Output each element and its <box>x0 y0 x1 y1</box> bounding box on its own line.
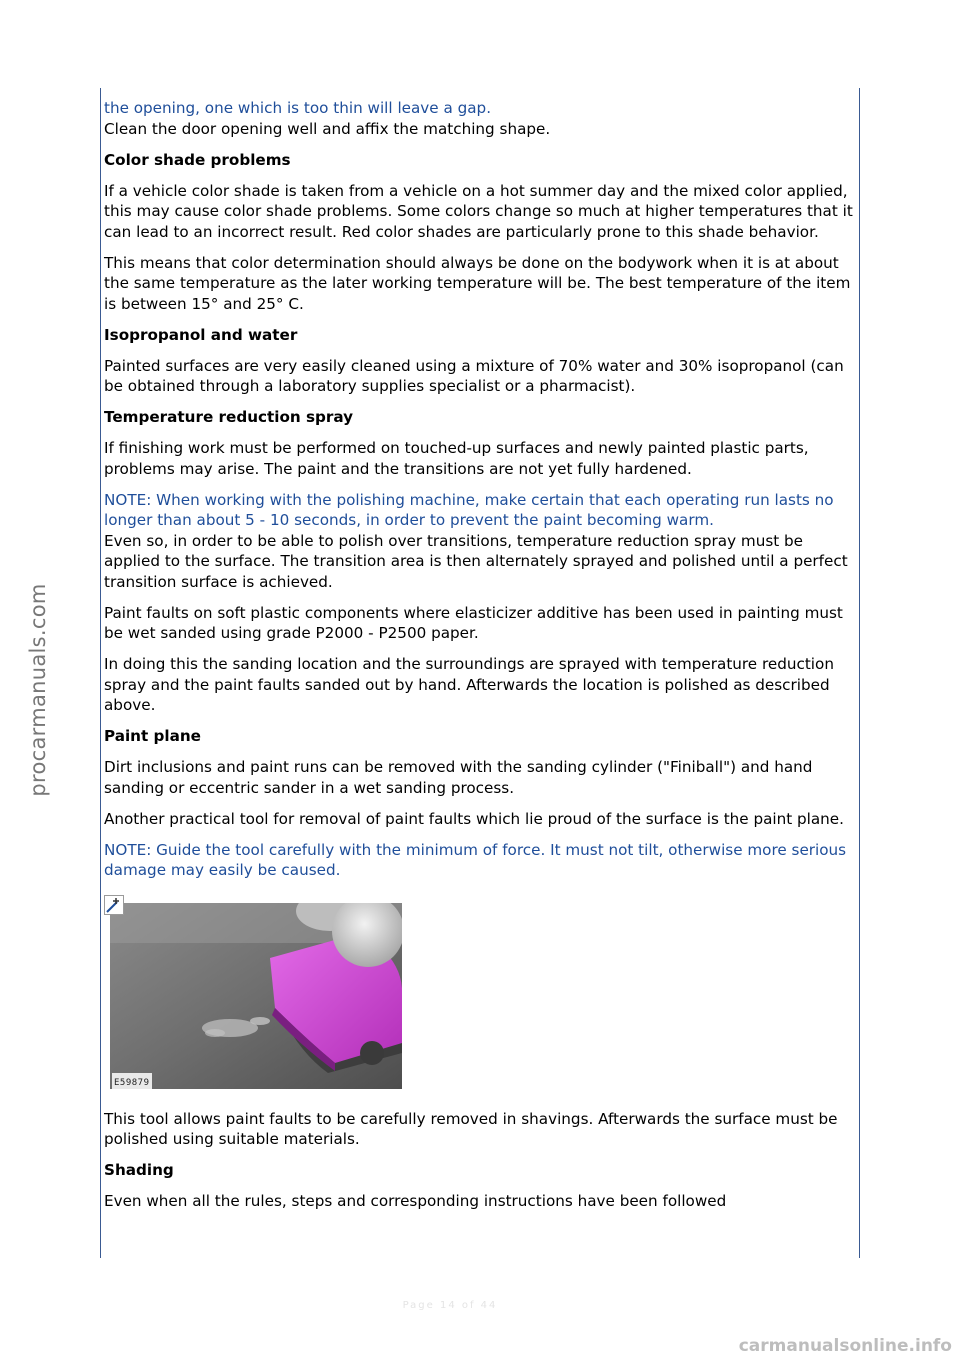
paragraph-shavings: This tool allows paint faults to be carefully removed in shavings. Afterwards the surface must be polished using suitable materials. <box>104 1109 838 1148</box>
heading-paint-plane: Paint plane <box>104 727 201 745</box>
right-margin-rule <box>859 88 860 1258</box>
note-guide-tool: NOTE: Guide the tool carefully with the minimum of force. It must not tilt, otherwise more serious damage may easily be caused. <box>104 840 847 879</box>
paragraph-color-determination: This means that color determination should always be done on the bodywork when it is at about the same temperature as the later working temperature will be. The best temperature of the item is between 15° and 25° C. <box>104 253 851 313</box>
paragraph-finishing-work: If finishing work must be performed on touched-up surfaces and newly painted plastic parts, problems may arise. The paint and the transitions are not yet fully hardened. <box>104 439 809 478</box>
zoom-icon[interactable] <box>104 895 124 915</box>
note-polishing-machine: NOTE: When working with the polishing machine, make certain that each operating run lasts no longer than about 5 - 10 seconds, in order to prevent the paint becoming warm. <box>104 490 834 529</box>
paint-plane-photo <box>110 903 402 1089</box>
paragraph-soft-plastic: Paint faults on soft plastic components where elasticizer additive has been used in painting must be wet sanded using grade P2000 - P2500 paper. <box>104 603 843 642</box>
figure-label: E59879 <box>112 1073 152 1094</box>
paragraph-door-opening: Clean the door opening well and affix the matching shape. <box>104 119 551 138</box>
heading-isopropanol: Isopropanol and water <box>104 325 298 344</box>
paragraph-shading: Even when all the rules, steps and corresponding instructions have been followed <box>104 1192 727 1210</box>
side-watermark: procarmanuals.com <box>26 583 50 797</box>
left-margin-rule <box>100 88 101 1258</box>
paragraph-transition-spray: Even so, in order to be able to polish over transitions, temperature reduction spray must be applied to the surface. The transition area is then alternately sprayed and polished until a perfect transition surface is achieved. <box>104 531 848 591</box>
paragraph-paint-plane-tool: Another practical tool for removal of paint faults which lie proud of the surface is the paint plane. <box>104 809 844 828</box>
document-body <box>104 98 856 1222</box>
paragraph-sanding-location: In doing this the sanding location and the surroundings are sprayed with temperature reduction spray and the paint faults sanded out by hand. Afterwards the location is polished as described above. <box>104 655 834 714</box>
footer-watermark: carmanualsonline.info <box>738 1336 952 1356</box>
paragraph-dirt-inclusions: Dirt inclusions and paint runs can be removed with the sanding cylinder ("Finiball") and hand sanding or eccentric sander in a wet sanding process. <box>104 758 813 797</box>
paragraph-isopropanol: Painted surfaces are very easily cleaned using a mixture of 70% water and 30% isopropanol (can be obtained through a laboratory supplies specialist or a pharmacist). <box>104 356 844 395</box>
paragraph-color-shade: If a vehicle color shade is taken from a vehicle on a hot summer day and the mixed color applied, this may cause color shade problems. Some colors change so much at higher temperatures that it can lead to an incorrect result. Red color shades are particularly prone to this shade behavior. <box>104 181 853 241</box>
note-continuation: the opening, one which is too thin will leave a gap. <box>104 99 492 117</box>
figure-paint-plane <box>104 895 404 1091</box>
heading-shading: Shading <box>104 1161 174 1179</box>
heading-color-shade-problems: Color shade problems <box>104 150 291 169</box>
page-number: Page 14 of 44 <box>402 1300 498 1311</box>
heading-temperature-spray: Temperature reduction spray <box>104 408 354 426</box>
